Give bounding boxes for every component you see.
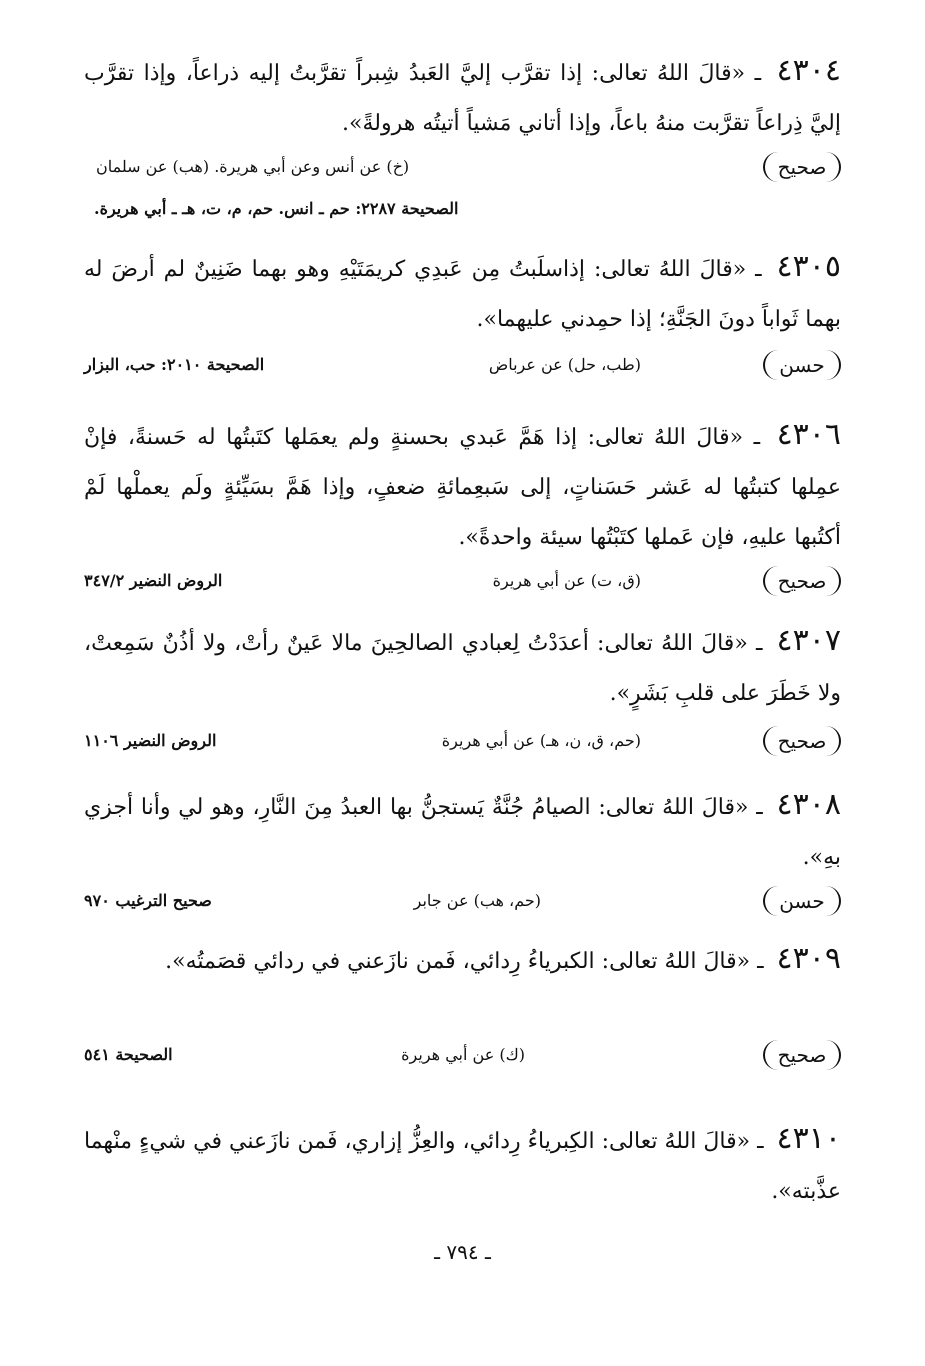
hadith-text: ـ «قالَ اللهُ تعالى: إذاسلَبتُ مِن عَبدِي كريمَتَيْهِ وهو بهما ضَنِينٌ لم أرضَ له بهما ثَواباً دونَ الجَنَّةِ؛ إذا حمِدني عليهما». [84,257,841,332]
reference-text: الروض النضير ٣٤٧/٢ [84,571,223,590]
hadith-4309 [84,934,841,987]
reference-text: صحيح الترغيب ٩٧٠ [84,891,212,910]
page-number: ـ ٧٩٤ ـ [434,1240,491,1264]
hadith-number: ٤٣١٠ [776,1121,841,1156]
hadith-text: ـ «قالَ اللهُ تعالى: أعدَدْتُ لِعبادي الصالحِينَ مالا عَينٌ رأتْ، ولا أذُنٌ سَمِعتْ، ولا خَطَرَ على قلبِ بَشَرٍ». [84,631,841,706]
hadith-4307-sources [84,726,841,762]
hadith-4306 [84,410,841,563]
hadith-4304-sources [84,152,841,188]
grade-badge: حسن [763,350,841,380]
source-text: (ق، ت) عن أبي هريرة [492,571,641,590]
source-text: (حم، هب) عن جابر [413,891,541,910]
hadith-4308-sources [84,886,841,922]
grade-badge: حسن [763,886,841,916]
hadith-4305-sources [84,350,841,386]
source-text: (طب، حل) عن عرباض [488,355,641,374]
hadith-text: ـ «قالَ اللهُ تعالى: الصيامُ جُنَّةٌ يَستجنُّ بها العبدُ مِنَ النَّارِ، وهو لي وأنا أجزي بهِ». [84,795,841,870]
reference-text: الصحيحة ٢٠١٠: حب، البزار [84,355,265,374]
hadith-4306-sources [84,566,841,602]
grade-badge: صحيح [763,726,841,756]
hadith-4305 [84,242,841,345]
grade-badge: صحيح [763,566,841,596]
hadith-text: ـ «قالَ اللهُ تعالى: الكبرياءُ رِدائي، فَمن نازَعني في ردائي قصَمتُه». [165,949,764,974]
hadith-number: ٤٣٠٥ [776,249,841,284]
hadith-4304 [84,46,841,149]
hadith-4308 [84,780,841,883]
source-text: (ك) عن أبي هريرة [401,1045,525,1064]
hadith-text: ـ «قالَ اللهُ تعالى: إذا تقرَّب إليَّ العَبدُ شِبراً تقرَّبتُ إليه ذراعاً، وإذا تقرَّب إليَّ ذِراعاً تقرَّبت منهُ باعاً، وإذا أتاني مَشياً أتيتُه هرولةً». [84,61,841,136]
hadith-4307 [84,616,841,719]
hadith-text: ـ «قالَ اللهُ تعالى: إذا هَمَّ عَبدي بحسنةٍ ولم يعمَلها كتَبتُها له حَسنةً، فإنْ عمِلها كتبتُها له عَشر حَسَناتٍ، إلى سَبعِمائةِ ضعفٍ، وإذا هَمَّ بسَيِّئةٍ ولَم يعملْها لَمْ أكتُبها عليهِ، فإن عَملها كتَبْتُها سيئة واحدةً». [84,425,841,550]
hadith-text: ـ «قالَ اللهُ تعالى: الكِبرياءُ رِدائي، والعِزُّ إزاري، فَمن نازَعني في شيءٍ منْهما عذَّبته». [84,1129,841,1204]
hadith-4310 [84,1114,841,1217]
grade-badge: صحيح [763,152,841,182]
hadith-number: ٤٣٠٦ [776,417,842,452]
hadith-4309-sources [84,1040,841,1076]
source-text: (حم، ق، ن، هـ) عن أبي هريرة [441,731,641,750]
reference-text: الصحيحة ٢٢٨٧: حم ـ انس. حم، م، ت، هـ ـ أبي هريرة. [94,199,459,218]
source-text: (خ) عن أنس وعن أبي هريرة. (هب) عن سلمان [96,157,410,176]
reference-text: الروض النضير ١١٠٦ [84,731,217,750]
hadith-number: ٤٣٠٤ [776,53,841,88]
hadith-number: ٤٣٠٨ [776,787,841,822]
reference-text: الصحيحة ٥٤١ [84,1045,173,1064]
hadith-number: ٤٣٠٩ [776,941,841,976]
grade-badge: صحيح [763,1040,841,1070]
hadith-number: ٤٣٠٧ [776,623,841,658]
